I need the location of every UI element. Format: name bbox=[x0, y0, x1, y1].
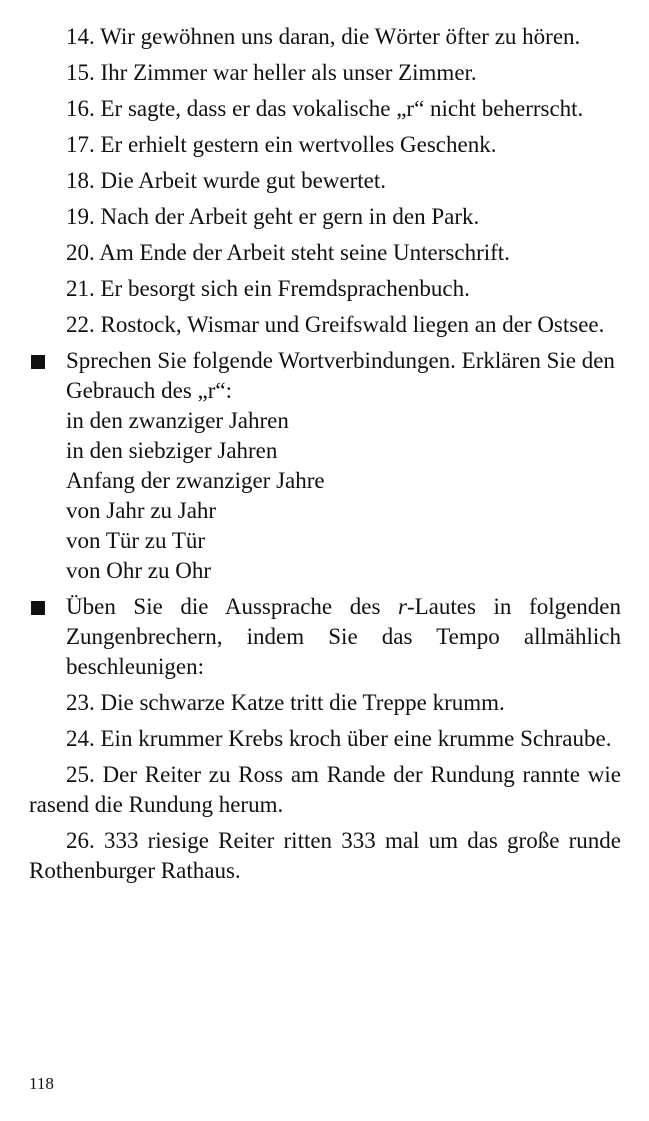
sentence-24: 24. Ein krummer Krebs kroch über eine krumme Schraube. bbox=[66, 726, 612, 751]
sentence-18: 18. Die Arbeit wurde gut bewertet. bbox=[66, 168, 386, 193]
task-wortverbindungen bbox=[29, 346, 621, 586]
square-bullet-icon bbox=[31, 601, 45, 615]
page-content bbox=[29, 22, 621, 892]
square-bullet-icon bbox=[31, 355, 45, 369]
phrase-item: von Jahr zu Jahr bbox=[66, 498, 217, 523]
task-instruction-italic: r bbox=[398, 594, 407, 619]
phrase-item: Anfang der zwanziger Jahre bbox=[66, 468, 325, 493]
phrase-item: in den zwanziger Jahren bbox=[66, 408, 289, 433]
task-zungenbrecher bbox=[29, 592, 621, 682]
phrase-item: von Ohr zu Ohr bbox=[66, 558, 211, 583]
sentence-15: 15. Ihr Zimmer war heller als unser Zimmer. bbox=[66, 60, 477, 85]
task-instruction-end: -Lautes in folgenden Zungenbrechern, indem Sie das Tempo allmählich beschleunigen: bbox=[66, 594, 621, 679]
sentence-22: 22. Rostock, Wismar und Greifswald liegen an der Ostsee. bbox=[66, 312, 605, 337]
sentence-16: 16. Er sagte, dass er das vokalische „r“ nicht beherrscht. bbox=[66, 96, 584, 121]
sentence-20: 20. Am Ende der Arbeit steht seine Unterschrift. bbox=[66, 240, 510, 265]
page-number: 118 bbox=[29, 1074, 54, 1093]
phrase-item: in den siebziger Jahren bbox=[66, 438, 278, 463]
sentence-19: 19. Nach der Arbeit geht er gern in den Park. bbox=[66, 204, 480, 229]
sentence-25: 25. Der Reiter zu Ross am Rande der Rundung rannte wie rasend die Rundung herum. bbox=[29, 762, 621, 817]
sentence-14: 14. Wir gewöhnen uns daran, die Wörter öfter zu hören. bbox=[66, 24, 581, 49]
task-instruction: Sprechen Sie folgende Wortverbindungen. Erklären Sie den Gebrauch des „r“: bbox=[66, 348, 615, 403]
task-instruction-start: Üben Sie die Aussprache des bbox=[66, 594, 399, 619]
sentence-21: 21. Er besorgt sich ein Fremdsprachenbuch. bbox=[66, 276, 470, 301]
phrase-item: von Tür zu Tür bbox=[66, 528, 206, 553]
sentence-23: 23. Die schwarze Katze tritt die Treppe krumm. bbox=[66, 690, 505, 715]
sentence-17: 17. Er erhielt gestern ein wertvolles Geschenk. bbox=[66, 132, 497, 157]
sentence-26: 26. 333 riesige Reiter ritten 333 mal um das große runde Rothenburger Rathaus. bbox=[29, 828, 621, 883]
